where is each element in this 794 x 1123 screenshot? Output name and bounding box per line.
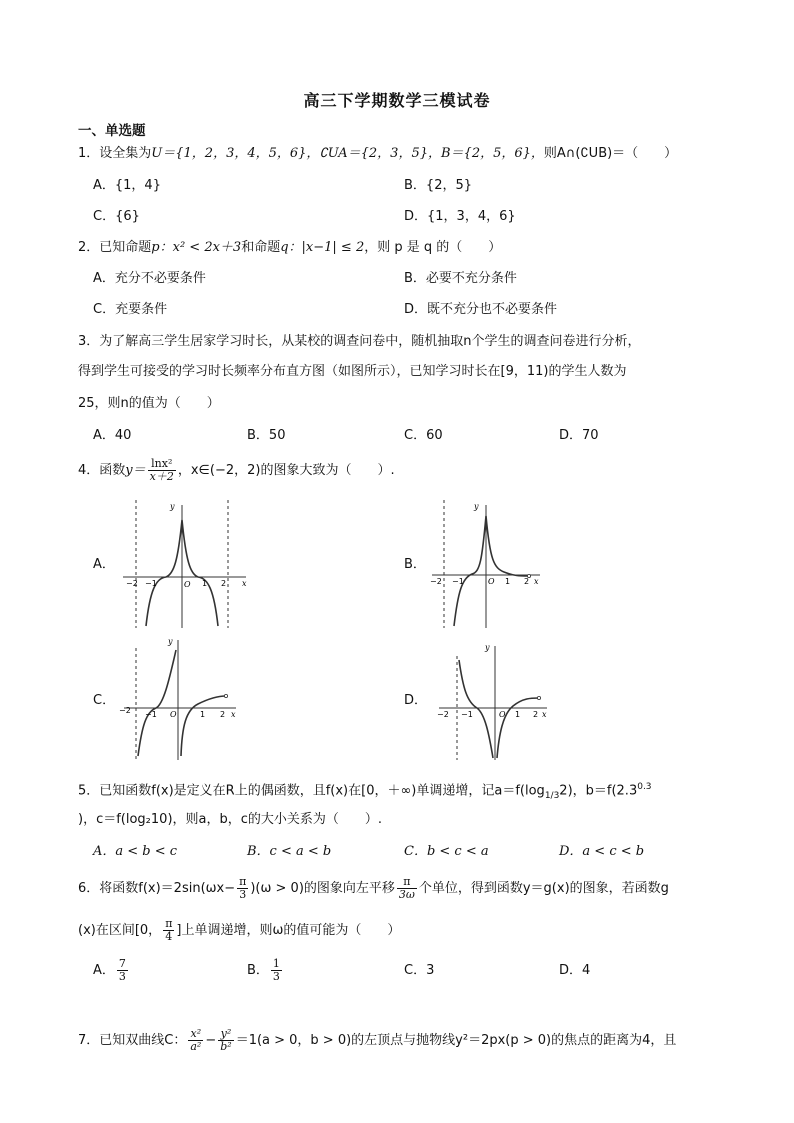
q6-shift xyxy=(397,876,417,901)
q6-pi-over-3 xyxy=(237,876,248,901)
tick-p1: 1 xyxy=(202,579,208,588)
tick-p2: 2 xyxy=(221,579,227,588)
q2-text2: 和命题 xyxy=(241,240,281,255)
q1-set-b: B＝{2，5，6}， xyxy=(441,146,544,161)
q6-option-b-label: B． xyxy=(247,963,269,978)
q3-line-2: 得到学生可接受的学习时长频率分布直方图（如图所示），已知学习时长在[9，11)的学生人数为 xyxy=(78,364,627,379)
tick-p2: 2 xyxy=(220,710,226,719)
q6-line-2 xyxy=(78,918,400,943)
q3-option-d: D．70 xyxy=(559,428,599,443)
q6-option-a-num: 7 xyxy=(118,957,126,970)
q6-option-b-frac xyxy=(271,958,282,983)
q6-iv-num: π xyxy=(165,917,173,930)
endpoint xyxy=(224,694,227,697)
q5-option-a: A．a < b < c xyxy=(93,844,178,859)
tick-p2: 2 xyxy=(533,710,539,719)
q7-part-a: 7．已知双曲线C： xyxy=(78,1033,187,1048)
q7-x-frac xyxy=(188,1028,203,1053)
q4-label-b: B． xyxy=(404,557,426,572)
q7-y-frac xyxy=(218,1028,233,1053)
question-4 xyxy=(78,458,395,483)
q7-x2: x² xyxy=(188,1028,203,1041)
q6-shift-den: 3ω xyxy=(398,888,415,901)
tick-m1: −1 xyxy=(452,577,464,586)
q6-line-1 xyxy=(78,876,669,901)
x-label: x xyxy=(242,579,247,588)
q6-line2-part-a: (x)在区间[0， xyxy=(78,923,162,938)
tick-m1: −1 xyxy=(145,710,157,719)
q6-option-b-num: 1 xyxy=(272,957,280,970)
page-title: 高三下学期数学三模试卷 xyxy=(303,91,491,110)
y-label: y xyxy=(474,502,479,511)
section-heading: 一、单选题 xyxy=(78,123,146,139)
tick-m2: −2 xyxy=(437,710,449,719)
q1-option-c: C．{6} xyxy=(93,209,140,224)
q3-option-b: B．50 xyxy=(247,428,286,443)
q4-number: 4． xyxy=(78,463,100,478)
y-label: y xyxy=(168,637,173,646)
q4-numerator: lnx² xyxy=(148,458,176,471)
curve-right xyxy=(497,698,539,758)
q4-suffix: ，x∈(−2，2)的图象大致为（ ）. xyxy=(177,463,395,478)
q6-option-a xyxy=(93,958,130,983)
q3-option-c: C．60 xyxy=(404,428,443,443)
curve-left xyxy=(138,650,176,756)
q2-option-a: A．充分不必要条件 xyxy=(93,271,206,286)
endpoint xyxy=(537,696,540,699)
y-label: y xyxy=(485,643,490,652)
q2-option-b: B．必要不充分条件 xyxy=(404,271,517,286)
q5-exponent: 0.3 xyxy=(637,782,652,792)
q6-part-c: 个单位，得到函数y＝g(x)的图象，若函数g xyxy=(418,881,669,896)
q7-line-1 xyxy=(78,1028,676,1053)
q6-option-b-den: 3 xyxy=(272,970,280,983)
q5-option-b: B．c < a < b xyxy=(247,844,332,859)
q7-y2: y² xyxy=(218,1028,233,1041)
tick-m2: −2 xyxy=(126,579,138,588)
q6-pi: π xyxy=(239,875,247,888)
q2-option-c: C．充要条件 xyxy=(93,302,168,317)
q4-fraction xyxy=(148,458,176,483)
tick-m1: −1 xyxy=(145,579,157,588)
q2-proposition-p: p：x² < 2x＋3 xyxy=(151,240,242,255)
q4-label-a: A． xyxy=(93,557,115,572)
q5-line-2: )，c＝f(log₂10)，则a，b，c的大小关系为（ ）. xyxy=(78,812,383,827)
origin-label: O xyxy=(170,710,177,719)
q1-set-cua: ∁UA＝{2，3，5}， xyxy=(319,146,441,161)
q1-option-a: A．{1，4} xyxy=(93,178,161,193)
q5-line1-part-a: 5．已知函数f(x)是定义在R上的偶函数，且f(x)在[0，＋∞)单调递增，记a＝f(log xyxy=(78,783,545,799)
origin-label: O xyxy=(499,710,506,719)
q5-line-1 xyxy=(78,778,652,805)
q4-graph-d xyxy=(433,642,553,760)
q4-prefix: 函数 xyxy=(99,463,126,478)
origin-label: O xyxy=(488,577,495,586)
tick-m1: −1 xyxy=(461,710,473,719)
q6-iv-den: 4 xyxy=(165,930,173,943)
origin-label: O xyxy=(184,580,191,589)
q2-number: 2． xyxy=(78,240,100,255)
q1-option-b: B．{2，5} xyxy=(404,178,473,193)
curve xyxy=(454,516,528,626)
q7-minus: − xyxy=(205,1033,217,1048)
q5-option-c: C．b < c < a xyxy=(404,844,489,859)
q4-label-c: C． xyxy=(93,693,116,708)
q1-ask: 则A∩(∁UB)＝（ ） xyxy=(543,146,678,161)
q6-line2-part-b: ]上单调递增，则ω的值可能为（ ） xyxy=(176,923,401,938)
q6-shift-num: π xyxy=(397,876,417,889)
q5-line1-part-b: 2)，b＝f(2.3 xyxy=(559,783,638,799)
y-label: y xyxy=(170,502,175,511)
q6-option-d: D．4 xyxy=(559,963,591,978)
q6-option-a-frac xyxy=(117,958,128,983)
curve-left xyxy=(459,660,493,758)
q3-line-1: 3．为了解高三学生居家学习时长，从某校的调查问卷中，随机抽取n个学生的调查问卷进行分析， xyxy=(78,334,641,349)
q1-option-d: D．{1，3，4，6} xyxy=(404,209,516,224)
x-label: x xyxy=(534,577,539,586)
x-label: x xyxy=(542,710,547,719)
q4-graph-c xyxy=(118,636,243,760)
q4-label-d: D． xyxy=(404,693,428,708)
q3-option-a: A．40 xyxy=(93,428,132,443)
q2-text1: 已知命题 xyxy=(99,240,152,255)
q1-prefix: 设全集为 xyxy=(99,146,152,161)
tick-p1: 1 xyxy=(515,710,521,719)
q6-option-c: C．3 xyxy=(404,963,435,978)
q3-line-3: 25，则n的值为（ ） xyxy=(78,396,220,411)
q2-option-d: D．既不充分也不必要条件 xyxy=(404,302,558,317)
tick-p2: 2 xyxy=(524,577,530,586)
q4-denominator: x＋2 xyxy=(149,470,174,483)
tick-p1: 1 xyxy=(200,710,206,719)
q6-part-b: )(ω > 0)的图象向左平移 xyxy=(250,881,395,896)
x-label: x xyxy=(231,710,236,719)
q6-option-b xyxy=(247,958,284,983)
q6-option-a-label: A． xyxy=(93,963,115,978)
q7-b2: b² xyxy=(220,1040,232,1053)
tick-m2: −2 xyxy=(119,706,131,715)
q2-proposition-q: q：|x−1| ≤ 2 xyxy=(280,240,365,255)
question-1 xyxy=(78,145,677,163)
q4-y: y＝ xyxy=(125,463,146,478)
q6-interval-frac xyxy=(163,918,174,943)
tick-p1: 1 xyxy=(505,577,511,586)
q4-graph-b xyxy=(428,500,548,628)
question-2 xyxy=(78,239,501,257)
q6-option-a-den: 3 xyxy=(118,970,126,983)
q1-set-u: U＝{1，2，3，4，5，6}， xyxy=(151,146,320,161)
q2-text3: ，则 p 是 q 的（ ） xyxy=(364,240,502,255)
q1-number: 1． xyxy=(78,146,100,161)
q6-part-a: 6．将函数f(x)＝2sin(ωx− xyxy=(78,881,236,896)
curve-right xyxy=(181,696,226,756)
q5-log-base: 1/3 xyxy=(544,790,560,801)
q6-three: 3 xyxy=(239,888,247,901)
q5-option-d: D．a < c < b xyxy=(559,844,645,859)
q7-a2: a² xyxy=(190,1040,202,1053)
q4-graph-a xyxy=(118,500,253,628)
tick-m2: −2 xyxy=(430,577,442,586)
q7-part-b: ＝1(a > 0，b > 0)的左顶点与抛物线y²＝2px(p > 0)的焦点的距离为4，且 xyxy=(235,1033,677,1048)
